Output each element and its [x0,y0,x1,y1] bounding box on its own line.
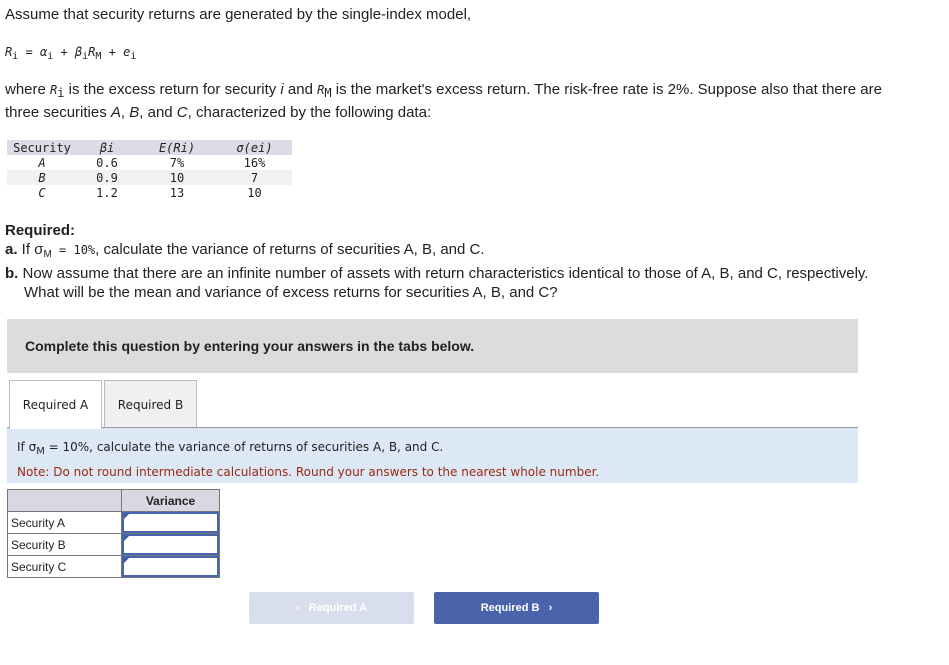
table-row: C 1.2 13 10 [38,185,262,200]
chevron-right-icon: › [548,602,553,614]
prev-required-a-button[interactable]: ‹ Required A [249,592,414,624]
required-b-text-2: What will be the mean and variance of excess returns for securities A, B, and C? [24,284,558,301]
column-header: βi [99,140,115,155]
required-b-text: b. Now assume that there are an infinite number of assets with return characteristics identical to those of A, B, and C, respectively. [5,265,869,282]
table-row: B 0.9 10 7 [7,170,292,185]
security-a-variance-input[interactable] [122,512,219,533]
tab-required-a[interactable]: Required A [9,380,102,429]
chevron-left-icon: ‹ [295,602,300,614]
question-prompt: If $\sigma_M = 10\%$, calculate the variance of returns of securities A, B, and C. Note: Do not round intermediate calculations. Round your answers to the nearest whole number. [7,427,858,483]
security-c-variance-input[interactable] [122,556,219,577]
variance-header: Variance [122,490,220,512]
required-section [5,221,935,302]
column-header: Security [13,140,71,155]
table-row: A 0.6 7% 16% [38,155,266,170]
next-required-b-button[interactable]: Required B › [434,592,599,624]
answer-table [7,489,220,578]
row-label: Security B [8,534,122,556]
instructions-banner: Complete this question by entering your answers in the tabs below. [7,319,858,373]
intro-text: Assume that security returns are generated by the single-index model, [5,6,472,23]
rounding-note: Note: Do not round intermediate calculations. Round your answers to the nearest whole number. [17,465,600,479]
securities-table [7,140,292,200]
tab-required-b[interactable]: Required B [104,380,197,428]
required-a-text: a. If $\sigma_M = 10\%$, calculate the variance of returns of securities A, B, and C. [5,241,485,260]
column-header: σ(ei) [236,140,273,155]
row-label: Security C [8,556,122,578]
row-label: Security A [8,512,122,534]
required-title: Required: [5,222,76,239]
model-equation: $R_i = \alpha_i + \beta_iR_M + e_i$ [5,45,137,62]
column-header: E(Ri) [158,140,196,155]
description-text: where $R_i$ is the excess return for security i and $R_M$ is the market's excess return. The risk-free rate is 2%. Suppose also that there are three securities A, B, and C, characterized by the following data: [5,81,882,121]
security-b-variance-input[interactable] [122,534,219,555]
